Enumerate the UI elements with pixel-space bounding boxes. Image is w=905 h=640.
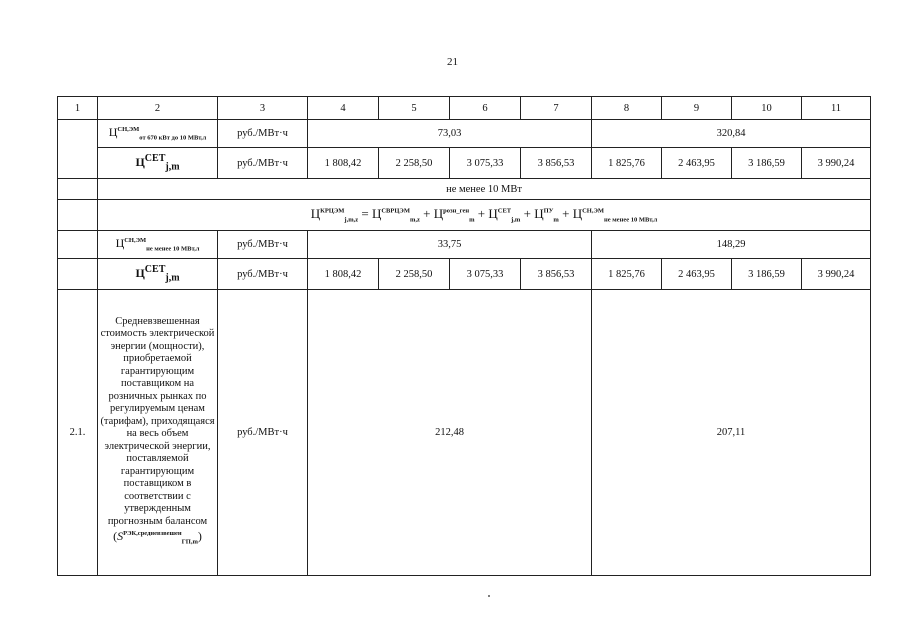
- table-row: [58, 290, 871, 576]
- number-cell: [58, 120, 98, 179]
- value-cell: 207,11: [592, 290, 871, 576]
- value-cell: 1 808,42: [308, 148, 379, 179]
- number-cell: [58, 200, 98, 231]
- unit-cell: руб./МВт·ч: [218, 231, 308, 259]
- unit-cell: руб./МВт·ч: [218, 148, 308, 179]
- value-cell: 2 258,50: [379, 148, 450, 179]
- value-cell: 73,03: [308, 120, 592, 148]
- formula-symbol: $Ц^{СН,ЭМ}_{не менее 10 МВт,л}$: [115, 236, 200, 253]
- value-cell: 3 186,59: [732, 259, 802, 290]
- value-cell: 3 186,59: [732, 148, 802, 179]
- value-cell: 2 463,95: [662, 148, 732, 179]
- header-cell: 8: [592, 97, 662, 120]
- price-formula: $Ц^{КРЦЭМ}_{j,m,z} = Ц^{СВРЦЭМ}_{m,z} + Ц^{розн\_ген}_m + Ц^{СЕТ}_{j,m} + Ц^{ПУ}_m + Ц^{СН,ЭМ}_{не менее 10 МВт,л}$: [310, 206, 658, 224]
- formula-cell: [98, 200, 871, 231]
- value-cell: 1 825,76: [592, 148, 662, 179]
- tariff-table: [57, 96, 871, 576]
- table-row: [58, 148, 871, 179]
- value-cell: 3 990,24: [802, 148, 871, 179]
- header-cell: 1: [58, 97, 98, 120]
- table-row: [58, 200, 871, 231]
- description-text: Средневзвешенная стоимость электрической энергии (мощности), приобретаемой гарантирующим поставщиком на розничных рынках по регулируемым ценам (тарифам), приходящаяся на весь объем электрической энергии, поставляемой гарантирующим поставщиком в соответствии с утвержденным прогнозным балансом: [100, 315, 215, 527]
- unit-cell: руб./МВт·ч: [218, 290, 308, 576]
- number-cell: [58, 231, 98, 259]
- value-cell: 320,84: [592, 120, 871, 148]
- value-cell: 1 808,42: [308, 259, 379, 290]
- value-cell: 33,75: [308, 231, 592, 259]
- header-cell: 4: [308, 97, 379, 120]
- header-cell: 5: [379, 97, 450, 120]
- value-cell: 148,29: [592, 231, 871, 259]
- header-cell: 11: [802, 97, 871, 120]
- number-cell: 2.1.: [58, 290, 98, 576]
- unit-cell: руб./МВт·ч: [218, 120, 308, 148]
- value-cell: 3 856,53: [521, 148, 592, 179]
- formula-symbol: $(S^{РЭК,средневзвешен}_{ГП,m})$: [113, 529, 202, 546]
- formula-symbol: $Ц^{СЕТ}_{j,m}$: [135, 153, 180, 173]
- symbol-cell: [98, 120, 218, 148]
- header-cell: 3: [218, 97, 308, 120]
- header-row: [58, 97, 871, 120]
- header-cell: 9: [662, 97, 732, 120]
- formula-symbol: $Ц^{СН,ЭМ}_{от 670 кВт до 10 МВт,л}$: [108, 125, 207, 142]
- section-label: не менее 10 МВт: [98, 179, 871, 200]
- number-cell: [58, 259, 98, 290]
- description-cell: [98, 290, 218, 576]
- header-cell: 7: [521, 97, 592, 120]
- table-row: [58, 259, 871, 290]
- symbol-cell: [98, 148, 218, 179]
- table-row: [58, 179, 871, 200]
- unit-cell: руб./МВт·ч: [218, 259, 308, 290]
- value-cell: 2 463,95: [662, 259, 732, 290]
- page-number: 21: [447, 56, 458, 68]
- header-cell: 6: [450, 97, 521, 120]
- symbol-cell: [98, 259, 218, 290]
- value-cell: 3 075,33: [450, 148, 521, 179]
- table-row: [58, 231, 871, 259]
- scan-speck: [488, 595, 490, 597]
- value-cell: 212,48: [308, 290, 592, 576]
- value-cell: 3 990,24: [802, 259, 871, 290]
- value-cell: 3 075,33: [450, 259, 521, 290]
- value-cell: 1 825,76: [592, 259, 662, 290]
- value-cell: 2 258,50: [379, 259, 450, 290]
- symbol-cell: [98, 231, 218, 259]
- header-cell: 10: [732, 97, 802, 120]
- number-cell: [58, 179, 98, 200]
- header-cell: 2: [98, 97, 218, 120]
- value-cell: 3 856,53: [521, 259, 592, 290]
- formula-symbol: $Ц^{СЕТ}_{j,m}$: [135, 264, 180, 284]
- table-row: [58, 120, 871, 148]
